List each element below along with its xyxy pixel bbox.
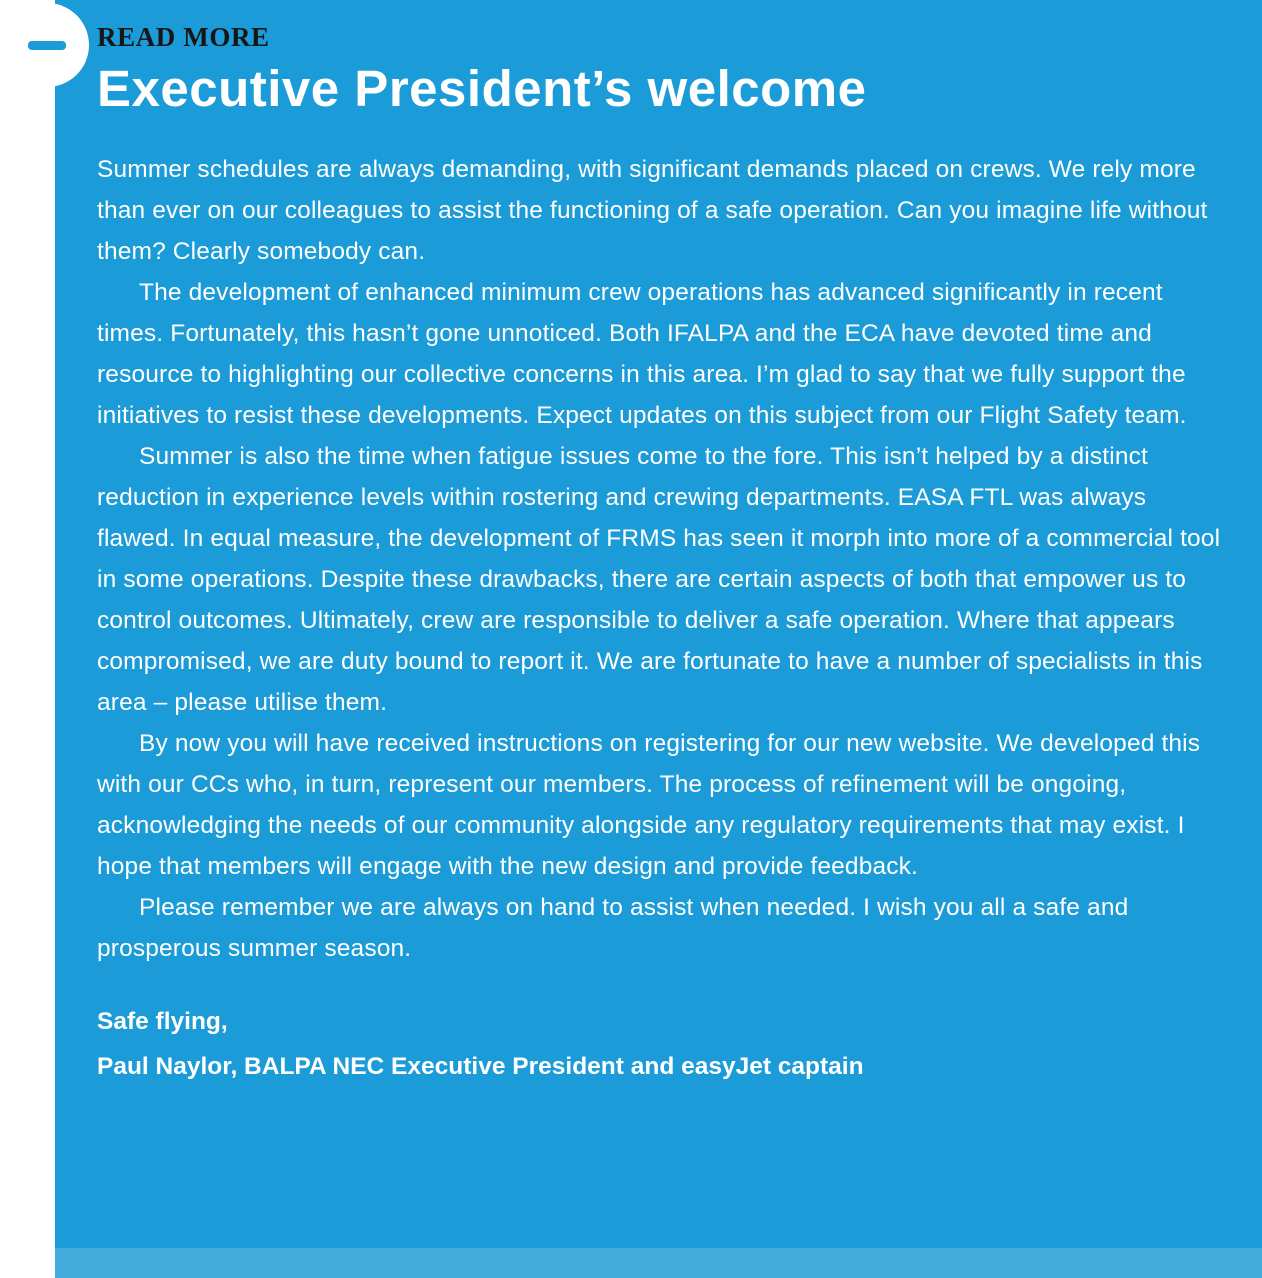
article-paragraph: By now you will have received instructions on registering for our new website. We developed this with our CCs who, in turn, represent our members. The process of refinement will be ongoing, acknowledging the needs of our community alongside any regulatory requirements that may exist. I hope that members will engage with the new design and provide feedback. xyxy=(97,730,1201,880)
collapse-toggle-button[interactable] xyxy=(5,3,89,87)
article-body xyxy=(97,149,1226,969)
article-paragraph: Summer schedules are always demanding, with significant demands placed on crews. We rely more than ever on our colleagues to assist the functioning of a safe operation. Can you imagine life without them? Clearly somebody can. xyxy=(97,156,1208,265)
signoff-author: Paul Naylor, BALPA NEC Executive President and easyJet captain xyxy=(97,1053,864,1080)
signoff-block xyxy=(97,999,1226,1089)
signoff-line: Safe flying, xyxy=(97,1008,228,1035)
page-title: Executive President’s welcome xyxy=(97,60,867,117)
read-more-panel xyxy=(55,0,1262,1278)
kicker-label: READ MORE xyxy=(97,22,270,52)
bottom-accent-strip xyxy=(55,1248,1262,1278)
minus-icon xyxy=(28,41,66,50)
article-paragraph: The development of enhanced minimum crew operations has advanced significantly in recent times. Fortunately, this hasn’t gone unnoticed. Both IFALPA and the ECA have devoted time and resource to highlighting our collective concerns in this area. I’m glad to say that we fully support the initiatives to resist these developments. Expect updates on this subject from our Flight Safety team. xyxy=(97,279,1187,429)
article-paragraph: Please remember we are always on hand to assist when needed. I wish you all a safe and prosperous summer season. xyxy=(97,894,1129,962)
article-paragraph: Summer is also the time when fatigue issues come to the fore. This isn’t helped by a distinct reduction in experience levels within rostering and crewing departments. EASA FTL was always flawed. In equal measure, the development of FRMS has seen it morph into more of a commercial tool in some operations. Despite these drawbacks, there are certain aspects of both that empower us to control outcomes. Ultimately, crew are responsible to deliver a safe operation. Where that appears compromised, we are duty bound to report it. We are fortunate to have a number of specialists in this area – please utilise them. xyxy=(97,443,1221,716)
